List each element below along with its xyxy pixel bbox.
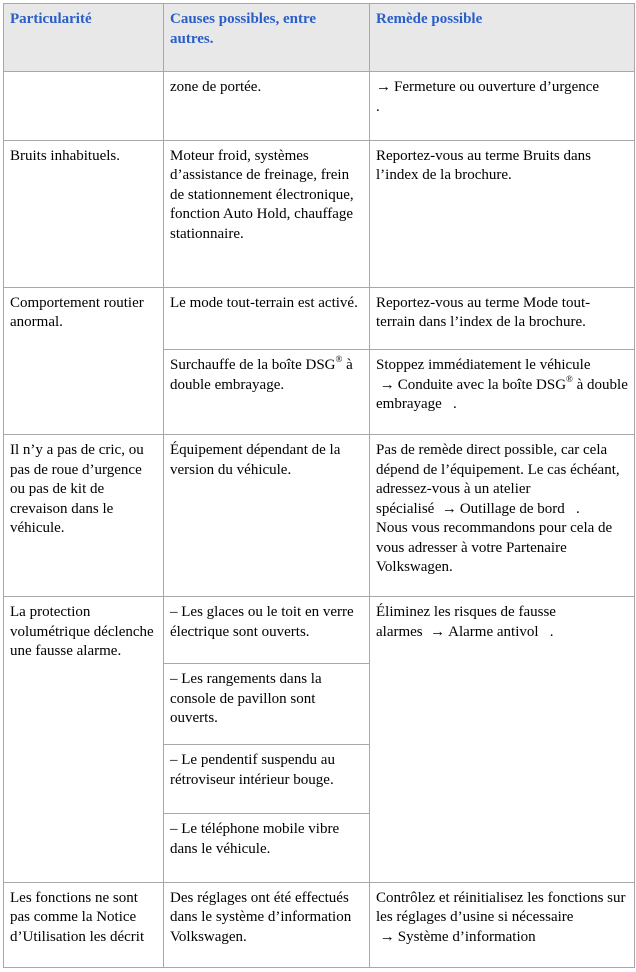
remede-text: Éliminez les risques de fausse alarmes xyxy=(376,604,556,640)
cause-text: zone de portée. xyxy=(170,79,262,95)
cell-remede xyxy=(370,597,635,882)
table-row xyxy=(4,287,635,350)
cause-text: Surchauffe de la boîte DSG xyxy=(170,357,336,374)
cell-cause: Des réglages ont été effectués dans le système d’information Volkswagen. xyxy=(164,882,370,967)
table-row xyxy=(4,597,635,664)
cell-cause xyxy=(164,350,370,435)
table-row xyxy=(4,72,635,141)
cell-remede xyxy=(370,350,635,435)
cell-particularite: La protection volumétrique déclenche une fausse alarme. xyxy=(4,597,164,882)
cell-cause: Moteur froid, systèmes d’assistance de freinage, frein de stationnement électronique, fonction Auto Hold, chauffage stationnaire. xyxy=(164,140,370,287)
cell-cause: – Les rangements dans la console de pavillon sont ouverts. xyxy=(164,664,370,745)
table-row xyxy=(4,140,635,287)
remede-text: Nous vous recommandons pour cela de vous adresser à votre Partenaire Volkswagen. xyxy=(376,520,613,576)
remede-tail: . xyxy=(576,500,580,517)
link-conduite-dsg[interactable] xyxy=(376,373,628,413)
troubleshooting-table xyxy=(3,3,635,968)
remede-link-line xyxy=(376,928,628,948)
cell-cause xyxy=(164,72,370,141)
cell-cause: Équipement dépendant de la version du véhicule. xyxy=(164,435,370,597)
cell-particularite: Il n’y a pas de cric, ou pas de roue d’urgence ou pas de kit de crevaison dans le véhicule. xyxy=(4,435,164,597)
header-particularite: Particularité xyxy=(4,4,164,72)
remede-tail: . xyxy=(376,98,380,115)
cell-remede: Reportez-vous au terme Mode tout-terrain dans l’index de la brochure. xyxy=(370,287,635,350)
arrow-icon: → xyxy=(379,928,395,945)
arrow-icon: → xyxy=(430,623,446,640)
link-text: à double embrayage xyxy=(376,376,628,413)
registered-mark: ® xyxy=(335,354,343,365)
remede-text: Stoppez immédiatement le véhicule xyxy=(376,357,591,374)
remede-tail: . xyxy=(453,396,457,413)
cause-text: à double embrayage. xyxy=(170,357,353,393)
remede-link-line xyxy=(376,373,628,415)
cell-cause: – Le pendentif suspendu au rétroviseur intérieur bouge. xyxy=(164,745,370,814)
registered-mark: ® xyxy=(566,373,573,384)
remede-text: Contrôlez et réinitialisez les fonctions sur les réglages d’usine si nécessaire xyxy=(376,889,626,926)
link-alarme-antivol[interactable]: Alarme antivol xyxy=(448,623,539,640)
cell-particularite: Comportement routier anormal. xyxy=(4,287,164,435)
cell-remede xyxy=(370,72,635,141)
cell-remede: Reportez-vous au terme Bruits dans l’index de la brochure. xyxy=(370,140,635,287)
header-causes: Causes possibles, entre autres. xyxy=(164,4,370,72)
header-row xyxy=(4,4,635,72)
arrow-icon: → xyxy=(441,500,457,517)
link-systeme-information[interactable]: Système d’information xyxy=(397,928,536,945)
cell-cause: – Les glaces ou le toit en verre électrique sont ouverts. xyxy=(164,597,370,664)
arrow-icon: → xyxy=(379,376,395,393)
header-remede: Remède possible xyxy=(370,4,635,72)
remede-text: Pas de remède direct possible, car cela dépend de l’équipement. Le cas échéant, adressez-vous à un atelier spécialisé xyxy=(376,442,620,517)
link-text: Conduite avec la boîte DSG xyxy=(397,376,567,393)
table-row xyxy=(4,882,635,967)
cell-particularite xyxy=(4,72,164,141)
table-row xyxy=(4,435,635,597)
cell-remede xyxy=(370,882,635,967)
link-fermeture-urgence[interactable]: Fermeture ou ouverture d’urgence xyxy=(394,79,600,95)
cell-particularite: Les fonctions ne sont pas comme la Notice d’Utilisation les décrit xyxy=(4,882,164,967)
link-outillage-bord[interactable]: Outillage de bord xyxy=(459,500,565,517)
remede-tail: . xyxy=(549,623,554,640)
arrow-icon: → xyxy=(376,79,391,95)
cell-cause: – Le téléphone mobile vibre dans le véhicule. xyxy=(164,814,370,883)
cell-remede xyxy=(370,435,635,597)
cell-cause: Le mode tout-terrain est activé. xyxy=(164,287,370,350)
cell-particularite: Bruits inhabituels. xyxy=(4,140,164,287)
